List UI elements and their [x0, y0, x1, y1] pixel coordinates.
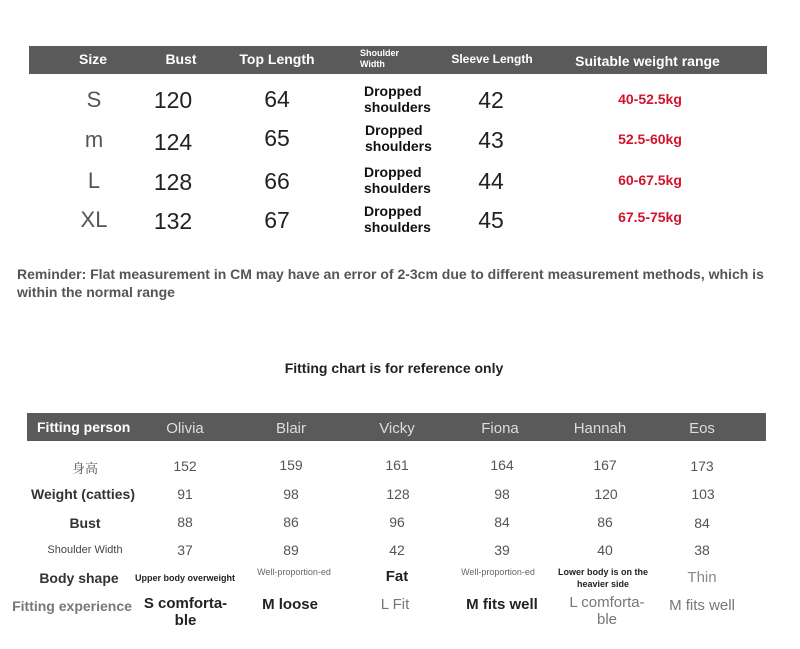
table-row-bust: 128	[153, 169, 193, 195]
header-person: Hannah	[573, 420, 627, 437]
body-shape-value: Lower body is on the heavier side	[557, 567, 648, 589]
header-shoulder-width: Shoulder Width	[360, 48, 400, 69]
row-label-body-shape: Body shape	[39, 570, 119, 586]
table-row-weight: 60-67.5kg	[618, 172, 682, 188]
experience-value: L Fit	[380, 596, 410, 613]
body-shape-value: Well-proportion-ed	[257, 567, 331, 577]
header-bust: Bust	[165, 51, 197, 67]
table-row-shoulder: Dropped shoulders	[364, 164, 431, 196]
bust-value: 86	[283, 514, 299, 530]
table-row-size: XL	[80, 207, 108, 232]
bust-value: 88	[177, 514, 193, 530]
row-label-shoulder: Shoulder Width	[47, 544, 123, 556]
experience-value: L comforta-ble	[569, 594, 645, 628]
weight-value: 91	[177, 486, 193, 502]
table-row-top-length: 67	[264, 207, 290, 233]
experience-value: M fits well	[669, 597, 735, 614]
table-row-size: L	[87, 168, 101, 193]
bust-value: 96	[389, 514, 405, 530]
bust-value: 86	[597, 514, 613, 530]
header-top-length: Top Length	[239, 51, 315, 67]
reminder-text: Reminder: Flat measurement in CM may have an error of 2-3cm due to different measurement methods, which is within the normal range	[17, 266, 764, 300]
header-person: Vicky	[379, 420, 415, 437]
table-row-top-length: 66	[264, 168, 290, 194]
table-row-size: m	[84, 127, 104, 152]
body-shape-value: Thin	[687, 569, 717, 586]
table-row-bust: 132	[153, 208, 193, 234]
height-value: 167	[593, 457, 617, 473]
shoulder-value: 89	[283, 542, 299, 558]
table-row-weight: 52.5-60kg	[618, 131, 682, 147]
body-shape-value: Fat	[385, 568, 409, 585]
table-row-sleeve: 44	[478, 168, 504, 194]
weight-value: 120	[594, 486, 618, 502]
bust-value: 84	[694, 515, 710, 531]
header-fitting-person: Fitting person	[37, 419, 131, 435]
weight-value: 103	[691, 486, 715, 502]
table-row-size: S	[86, 87, 102, 112]
row-label-weight: Weight (catties)	[31, 486, 135, 502]
shoulder-value: 40	[597, 542, 613, 558]
height-value: 164	[490, 457, 514, 473]
shoulder-value: 38	[694, 542, 710, 558]
height-value: 173	[690, 458, 714, 474]
body-shape-value: Well-proportion-ed	[461, 567, 535, 577]
height-value: 161	[385, 457, 409, 473]
row-label-bust: Bust	[69, 515, 101, 531]
height-value: 159	[279, 457, 303, 473]
table-row-weight: 67.5-75kg	[618, 209, 682, 225]
table-row-shoulder: Dropped shoulders	[364, 203, 431, 235]
row-label-experience: Fitting experience	[12, 598, 132, 614]
table-row-shoulder: Dropped shoulders	[364, 83, 431, 115]
shoulder-value: 37	[177, 542, 193, 558]
header-sleeve-length: Sleeve Length	[451, 52, 533, 66]
table-row-weight: 40-52.5kg	[618, 91, 682, 107]
header-person: Eos	[689, 420, 715, 437]
header-person: Blair	[275, 420, 306, 437]
shoulder-value: 42	[389, 542, 405, 558]
body-shape-value: Upper body overweight	[134, 573, 235, 583]
shoulder-value: 39	[494, 542, 510, 558]
table-row-sleeve: 42	[478, 87, 504, 113]
header-person: Olivia	[166, 420, 204, 437]
table-row-sleeve: 45	[478, 207, 504, 233]
table-row-top-length: 65	[264, 125, 290, 151]
table-row-bust: 120	[153, 87, 193, 113]
header-weight-range: Suitable weight range	[575, 53, 720, 69]
fitting-chart-title: Fitting chart is for reference only	[284, 360, 504, 376]
experience-value: M loose	[262, 596, 318, 613]
header-person: Fiona	[481, 420, 519, 437]
table-row-sleeve: 43	[478, 127, 504, 153]
height-value: 152	[173, 458, 197, 474]
row-label-height: 身高	[71, 461, 98, 476]
experience-value: S comforta-ble	[143, 595, 228, 629]
table-row-shoulder: Dropped shoulders	[365, 122, 432, 154]
table-row-bust: 124	[153, 129, 193, 155]
weight-value: 128	[386, 486, 410, 502]
experience-value: M fits well	[466, 596, 538, 613]
header-size: Size	[78, 51, 107, 67]
bust-value: 84	[494, 514, 510, 530]
weight-value: 98	[283, 486, 299, 502]
table-row-top-length: 64	[264, 86, 290, 112]
weight-value: 98	[494, 486, 510, 502]
